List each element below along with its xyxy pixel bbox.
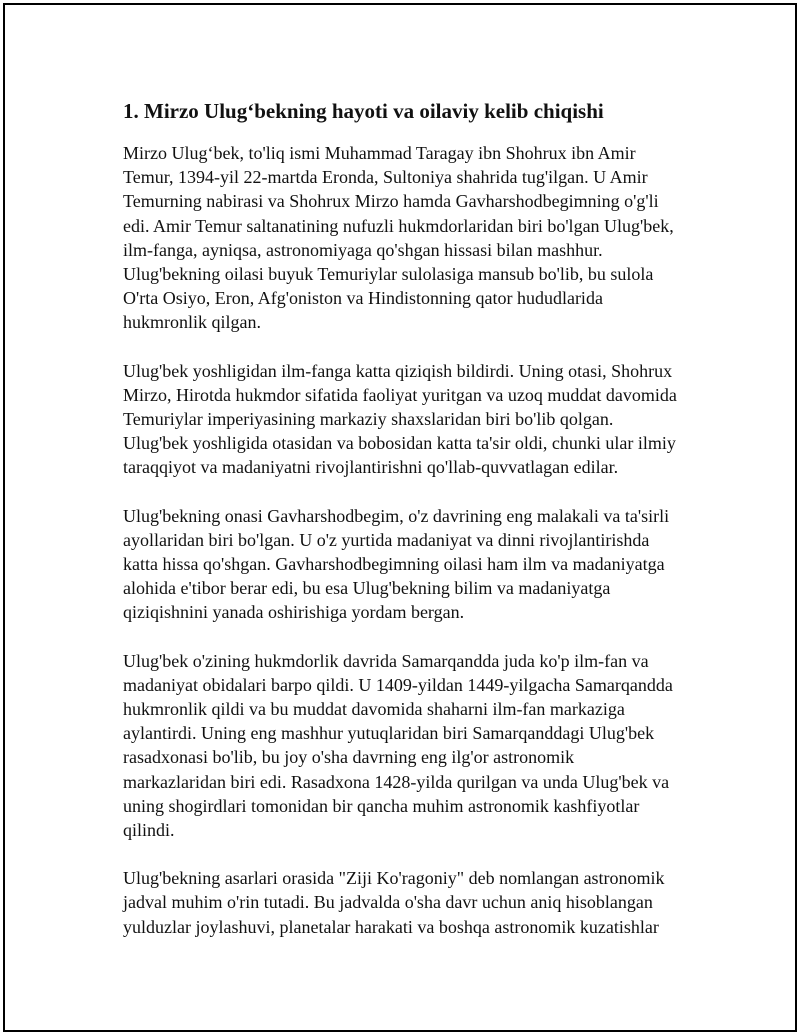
text-line: yulduzlar joylashuvi, planetalar harakati va boshqa astronomik kuzatishlar <box>123 916 659 937</box>
text-line: jadval muhim o'rin tutadi. Bu jadvalda o'sha davr uchun aniq hisoblangan <box>123 892 653 913</box>
text-line: madaniyat obidalari barpo qildi. U 1409-yildan 1449-yilgacha Samarqandda <box>123 674 673 695</box>
text-line: ilm-fanga, ayniqsa, astronomiyaga qo'shgan hissasi bilan mashhur. <box>123 239 603 260</box>
paragraph-4 <box>123 649 683 843</box>
paragraph-3 <box>123 504 683 625</box>
document-body <box>123 97 683 963</box>
text-line: Temurning nabirasi va Shohrux Mirzo hamda Gavharshodbegimning o'g'li <box>123 191 659 212</box>
text-line: markazlaridan biri edi. Rasadxona 1428-yilda qurilgan va unda Ulug'bek va <box>123 771 670 792</box>
text-line: hukmronlik qildi va bu muddat davomida shaharni ilm-fan markaziga <box>123 699 625 720</box>
text-line: Ulug'bekning asarlari orasida "Ziji Ko'ragoniy" deb nomlangan astronomik <box>123 868 665 889</box>
text-line: O'rta Osiyo, Eron, Afg'oniston va Hindistonning qator hududlarida <box>123 288 603 309</box>
text-line: rasadxonasi bo'lib, bu joy o'sha davrning eng ilg'or astronomik <box>123 747 575 768</box>
text-line: aylantirdi. Uning eng mashhur yutuqlaridan biri Samarqanddagi Ulug'bek <box>123 723 655 744</box>
text-line: uning shogirdlari tomonidan bir qancha muhim astronomik kashfiyotlar <box>123 795 640 816</box>
section-heading: 1. Mirzo Ulug‘bekning hayoti va oilaviy kelib chiqishi <box>123 99 604 123</box>
text-line: taraqqiyot va madaniyatni rivojlantirishni qo'llab-quvvatlagan edilar. <box>123 457 619 478</box>
text-line: Temuriylar imperiyasining markaziy shaxslaridan biri bo'lib qolgan. <box>123 409 614 430</box>
text-line: Ulug'bekning oilasi buyuk Temuriylar sulolasiga mansub bo'lib, bu sulola <box>123 264 654 285</box>
text-line: Mirzo Ulug‘bek, to'liq ismi Muhammad Taragay ibn Shohrux ibn Amir <box>123 143 636 163</box>
text-line: hukmronlik qilgan. <box>123 312 261 333</box>
text-line: ayollaridan biri bo'lgan. U o'z yurtida madaniyat va dinni rivojlantirishda <box>123 529 650 550</box>
page-frame <box>3 3 797 1032</box>
paragraph-1 <box>123 141 683 335</box>
text-line: Ulug'bekning onasi Gavharshodbegim, o'z davrining eng malakali va ta'sirli <box>123 505 670 526</box>
text-line: alohida e'tibor berar edi, bu esa Ulug'bekning bilim va madaniyatga <box>123 578 611 599</box>
text-line: qilindi. <box>123 820 175 841</box>
text-line: Ulug'bek o'zining hukmdorlik davrida Samarqandda juda ko'p ilm-fan va <box>123 650 649 671</box>
text-line: Ulug'bek yoshligida otasidan va bobosidan katta ta'sir oldi, chunki ular ilmiy <box>123 433 676 454</box>
text-line: katta hissa qo'shgan. Gavharshodbegimning oilasi ham ilm va madaniyatga <box>123 554 665 575</box>
text-line: qiziqishnini yanada oshirishiga yordam bergan. <box>123 602 465 623</box>
text-line: Mirzo, Hirotda hukmdor sifatida faoliyat yuritgan va uzoq muddat davomida <box>123 384 677 405</box>
paragraph-5 <box>123 866 683 939</box>
text-line: Temur, 1394-yil 22-martda Eronda, Sultoniya shahrida tug'ilgan. U Amir <box>123 167 648 188</box>
text-line: Ulug'bek yoshligidan ilm-fanga katta qiziqish bildirdi. Uning otasi, Shohrux <box>123 360 673 381</box>
paragraph-2 <box>123 359 683 480</box>
text-line: edi. Amir Temur saltanatining nufuzli hukmdorlaridan biri bo'lgan Ulug'bek, <box>123 215 674 236</box>
